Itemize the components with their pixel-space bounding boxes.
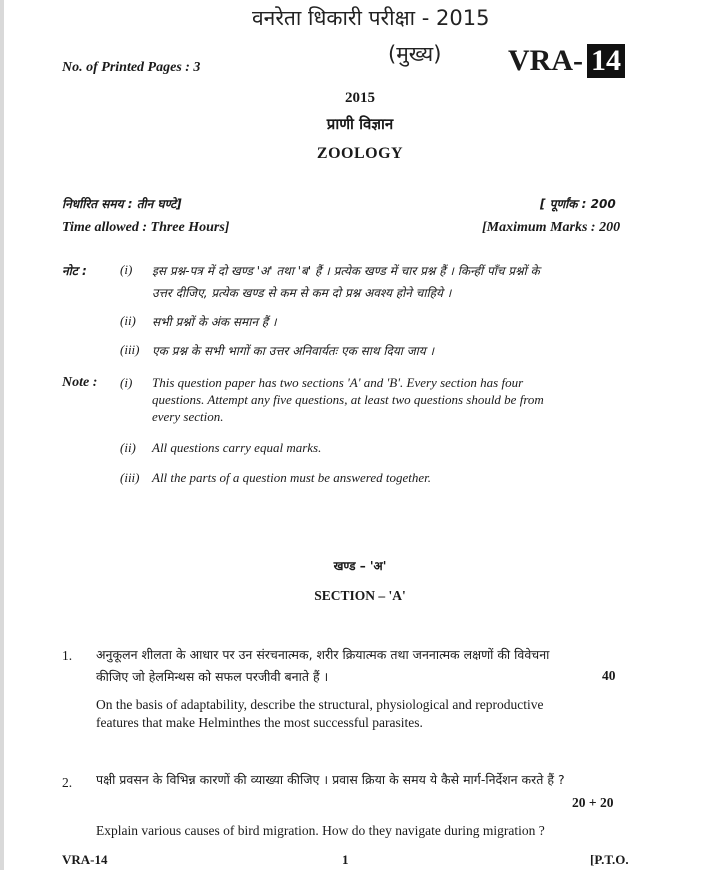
printed-pages: No. of Printed Pages : 3: [62, 60, 201, 75]
note-label-english: Note :: [62, 375, 98, 390]
handwritten-subtitle: (मुख्य): [388, 42, 442, 66]
handwritten-title: वनरेता धिकारी परीक्षा - 2015: [252, 6, 490, 30]
subject-hindi: प्राणी विज्ञान: [326, 115, 394, 133]
question-1-hindi-cont: कीजिए जो हेलमिन्थस को सफल परजीवी बनाते हैं ।: [96, 669, 329, 684]
note-hindi-1-num: (i): [120, 262, 133, 277]
note-english-2-num: (ii): [120, 440, 136, 455]
note-english-3-num: (iii): [120, 470, 140, 485]
footer-page-number: 1: [342, 852, 349, 867]
question-1-english: On the basis of adaptability, describe the structural, physiological and reproductive: [96, 697, 544, 712]
note-english-1: This question paper has two sections 'A' and 'B'. Every section has four: [152, 375, 524, 390]
paper-code: [508, 44, 625, 78]
question-2-english: Explain various causes of bird migration. How do they navigate during migration ?: [96, 823, 545, 838]
section-hindi: खण्ड – 'अ': [333, 559, 387, 573]
footer-pto: [P.T.O.: [590, 852, 629, 867]
time-english: Time allowed : Three Hours]: [62, 220, 230, 235]
question-2-hindi: पक्षी प्रवसन के विभिन्न कारणों की व्याख्या कीजिए । प्रवास क्रिया के समय ये कैसे मार्ग-निर्देशन करते हैं ?: [96, 772, 565, 787]
question-1-english-cont: features that make Helminthes the most successful parasites.: [96, 715, 423, 730]
question-2-number: 2.: [62, 775, 73, 790]
note-english-1-cont: questions. Attempt any five questions, at least two questions should be from: [152, 392, 544, 407]
marks-english: [Maximum Marks : 200: [482, 220, 621, 235]
note-english-1-cont2: every section.: [152, 409, 224, 424]
paper-code-prefix: VRA-: [508, 44, 583, 77]
marks-hindi: [ पूर्णांक : 200: [540, 197, 616, 211]
question-1-marks: 40: [602, 668, 616, 683]
note-hindi-1: इस प्रश्न-पत्र में दो खण्ड 'अ' तथा 'ब' हैं । प्रत्येक खण्ड में चार प्रश्न हैं । किन्हीं पाँच प्रश्नों के: [152, 264, 540, 278]
note-label-hindi: नोट :: [62, 264, 87, 278]
note-english-1-num: (i): [120, 375, 133, 390]
question-1-hindi: अनुकूलन शीलता के आधार पर उन संरचनात्मक, शरीर क्रियात्मक तथा जननात्मक लक्षणों की विवेचना: [96, 647, 550, 662]
note-hindi-2-num: (ii): [120, 313, 136, 328]
note-english-2: All questions carry equal marks.: [152, 440, 322, 455]
footer-code: VRA-14: [62, 852, 108, 867]
note-english-3: All the parts of a question must be answered together.: [152, 470, 431, 485]
note-hindi-3: एक प्रश्न के सभी भागों का उत्तर अनिवार्यतः एक साथ दिया जाय ।: [152, 344, 435, 358]
paper-code-number: 14: [587, 44, 625, 78]
note-hindi-1-cont: उत्तर दीजिए, प्रत्येक खण्ड से कम से कम दो प्रश्न अवश्य होने चाहिये ।: [152, 286, 452, 300]
subject-english: ZOOLOGY: [316, 145, 404, 162]
time-hindi: निर्धारित समय : तीन घण्टे]: [62, 197, 182, 211]
question-1-number: 1.: [62, 648, 73, 663]
question-2-marks: 20 + 20: [572, 795, 614, 810]
note-hindi-3-num: (iii): [120, 342, 140, 357]
exam-year: 2015: [345, 90, 375, 106]
section-english: SECTION – 'A': [314, 588, 406, 603]
note-hindi-2: सभी प्रश्नों के अंक समान हैं ।: [152, 315, 277, 329]
